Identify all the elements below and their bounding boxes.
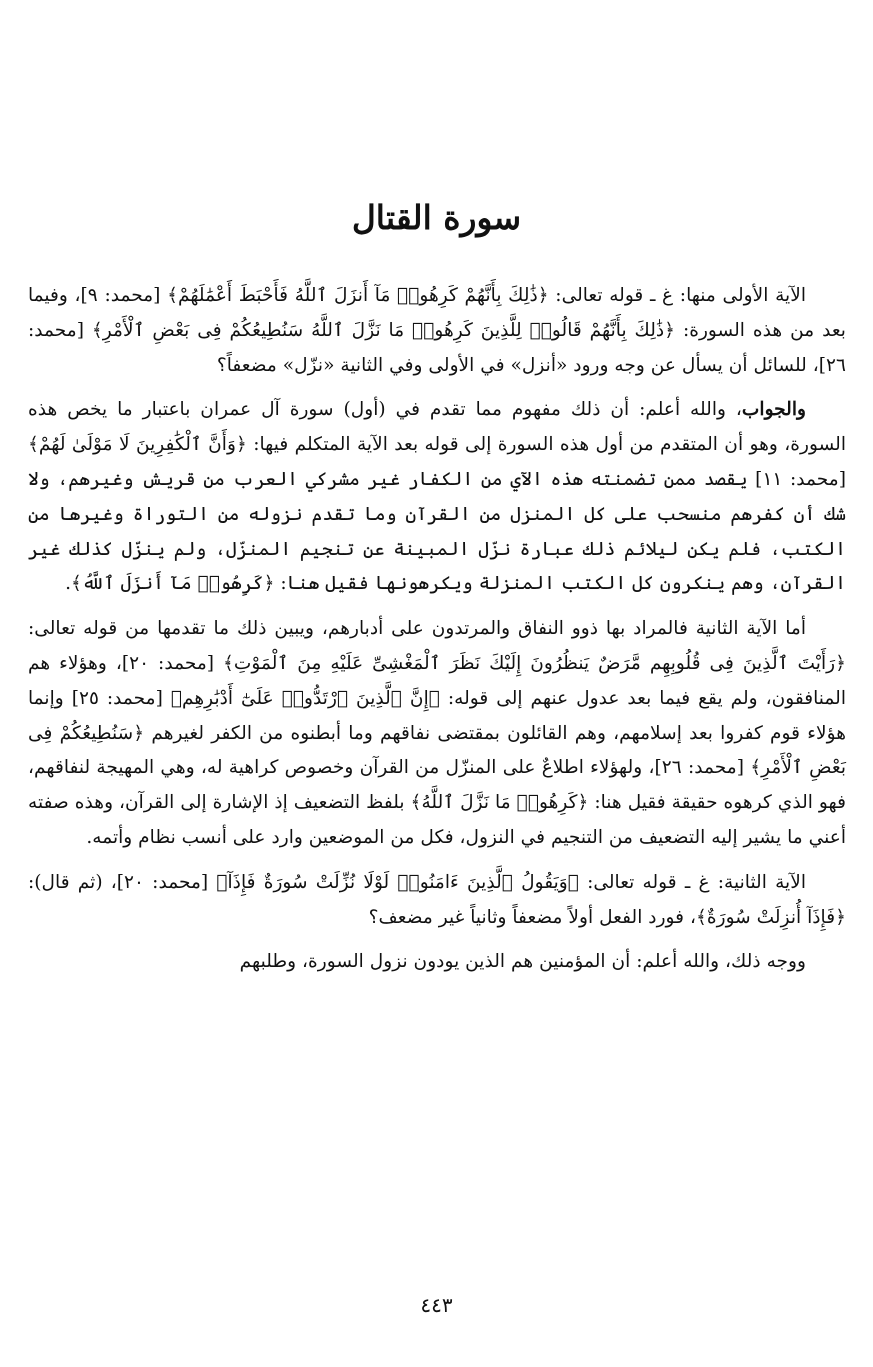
paragraph-2 <box>28 393 846 602</box>
answer-lead: والجواب <box>741 399 806 421</box>
page-title: سورة القتال <box>351 198 522 237</box>
paragraph-5: ووجه ذلك، والله أعلم: أن المؤمنين هم الذين يودون نزول السورة، وطلبهم <box>239 951 806 973</box>
paragraph-3: أما الآية الثانية فالمراد بها ذوو النفاق والمرتدون على أدبارهم، ويبين ذلك ما تقدمها من قوله تعالى: ﴿رَأَيْتَ ٱلَّذِينَ فِى قُلُوبِهِم مَّرَضٌ يَنظُرُونَ إِلَيْكَ نَظَرَ ٱلْمَغْشِىِّ عَلَيْهِ مِنَ ٱلْمَوْتِ﴾ [محمد: ٢٠]، وهؤلاء هم المنافقون، ولم يقع فيما بعد عدول عنهم إلى قوله: ﴿إِنَّ ٱلَّذِينَ ٱرْتَدُّوا۟ عَلَىٰٓ أَدْبَٰرِهِم﴾ [محمد: ٢٥] وإنما هؤلاء قوم كفروا بعد إسلامهم، وهم القائلون بمقتضى نفاقهم وما أبطنوه من الكفر لغيرهم ﴿سَنُطِيعُكُمْ فِى بَعْضِ ٱلْأَمْرِ﴾ [محمد: ٢٦]، ولهؤلاء اطلاعٌ على المنزّل من القرآن وخصوص كراهية له، وهي المهيجة لنفاقهم، فهو الذي كرهوه حقيقة فقيل هنا: ﴿كَرِهُوا۟ مَا نَزَّلَ ٱللَّهُ﴾ بلفظ التضعيف إذ الإشارة إلى القرآن، وهذه صفته أعني ما يشير إليه التضعيف من التنجيم في النزول، فكل من الموضعين وارد على أنسب نظام وأتمه. <box>28 618 846 848</box>
paragraph-1: الآية الأولى منها: غ ـ قوله تعالى: ﴿ذَٰلِكَ بِأَنَّهُمْ كَرِهُوا۟ مَآ أَنزَلَ ٱللَّهُ فَأَحْبَطَ أَعْمَٰلَهُمْ﴾ [محمد: ٩]، وفيما بعد من هذه السورة: ﴿ذَٰلِكَ بِأَنَّهُمْ قَالُوا۟ لِلَّذِينَ كَرِهُوا۟ مَا نَزَّلَ ٱللَّهُ سَنُطِيعُكُمْ فِى بَعْضِ ٱلْأَمْرِ﴾ [محمد: ٢٦]، للسائل أن يسأل عن وجه ورود «أنزل» في الأولى وفي الثانية «نزّل» مضعفاً؟ <box>28 285 846 376</box>
page-number: ٤٤٣ <box>420 1293 453 1317</box>
paragraph-2-text: ، والله أعلم: أن ذلك مفهوم مما تقدم في (أول) سورة آل عمران باعتبار ما يخص هذه السورة، وهو أن المتقدم من أول هذه السورة إلى قوله بعد الآية المتكلم فيها: ﴿وَأَنَّ ٱلْكَٰفِرِينَ لَا مَوْلَىٰ لَهُمْ﴾ [محمد: ١١] يقصد ممن تضمنته هذه الآي من الكفار غير مشركي العرب من قريش وغيرهم، ولا شك أن كفرهم منسحب على كل المنزل من القرآن وما تقدم نزوله من التوراة وغيرها من الكتب، فلم يكن ليلائم ذلك عبارة نزّل المبينة عن تنجيم المنزّل، ولم ينزّل كذلك غير القرآن، وهم ينكرون كل الكتب المنزلة ويكرهونها فقيل هنا: ﴿كَرِهُوا۟ مَآ أَنزَلَ ٱللَّهُ﴾. <box>28 399 846 595</box>
paragraph-4: الآية الثانية: غ ـ قوله تعالى: ﴿وَيَقُولُ ٱلَّذِينَ ءَامَنُوا۟ لَوْلَا نُزِّلَتْ سُورَةٌ فَإِذَآ﴾ [محمد: ٢٠]، (ثم قال): ﴿فَإِذَآ أُنزِلَتْ سُورَةٌ﴾، فورد الفعل أولاً مضعفاً وثانياً غير مضعف؟ <box>28 871 846 928</box>
body-text <box>28 279 846 990</box>
